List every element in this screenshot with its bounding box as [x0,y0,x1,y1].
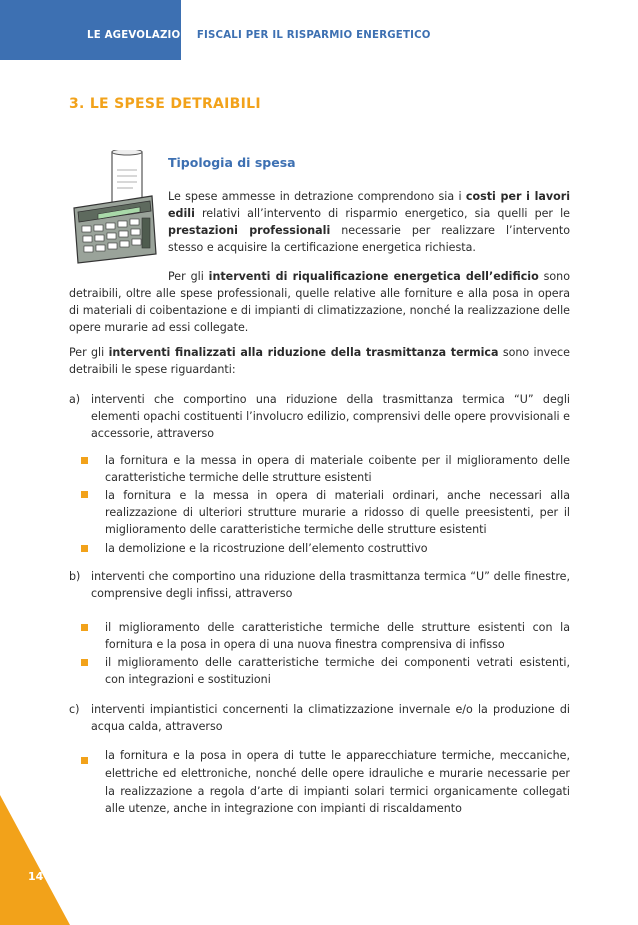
square-bullet-icon [81,457,88,464]
running-header-part1: LE AGEVOLAZIONI [87,30,197,41]
para3-text-2: sono invece detraibili le spese riguardanti: [69,346,570,376]
calculator-icon [68,150,158,265]
square-bullet-icon [81,757,88,764]
list-item-c: interventi impiantistici concernenti la climatizzazione invernale e/o la produzione di acqua calda, attraverso [91,703,570,733]
bullet-c1: la fornitura e la posa in opera di tutte le apparecchiature termiche, meccaniche, elettriche ed elettroniche, nonché delle opere idrauliche e murarie necessarie per la realizzazione a regola d’arte di impianti solari termici organicamente collegati alle utenze, anche in integrazione con impianti di riscaldamento [105,749,570,816]
paragraph-trasmittanza [69,344,570,378]
bullet-a1: la fornitura e la messa in opera di materiale coibente per il miglioramento delle caratteristiche termiche delle strutture esistenti [105,454,570,484]
intro-text-3: necessarie per realizzare l’intervento stesso e acquisire la certificazione energetica richiesta. [168,224,570,254]
para3-bold-1: interventi finalizzati alla riduzione della trasmittanza termica [108,346,499,359]
intro-paragraph [168,188,570,256]
list-item-a: interventi che comportino una riduzione della trasmittanza termica “U” degli elementi opachi costituenti l’involucro edilizio, comprensivi delle opere provvisionali e accessorie, attraverso [91,393,570,440]
page-number: 14 [28,870,44,883]
para2-bold-1: interventi di riqualificazione energetica dell’edificio [208,270,539,283]
square-bullet-icon [81,545,88,552]
running-header [87,30,431,41]
subsection-title: Tipologia di spesa [168,155,296,170]
bullet-b1: il miglioramento delle caratteristiche termiche delle strutture esistenti con la fornitura e la posa in opera di una nuova finestra comprensiva di infisso [105,621,570,651]
list-marker-b: b) [69,570,81,583]
paragraph-interventi-riqualificazione [69,268,570,336]
running-header-part2: FISCALI PER IL RISPARMIO ENERGETICO [196,30,431,41]
square-bullet-icon [81,491,88,498]
intro-bold-2: prestazioni professionali [168,224,331,237]
para2-text-1: Per gli [168,270,209,283]
corner-decoration [0,795,70,925]
list-marker-a: a) [69,393,81,406]
section-title: 3. LE SPESE DETRAIBILI [69,96,261,112]
bullet-a3: la demolizione e la ricostruzione dell’elemento costruttivo [105,542,428,555]
bullet-b2: il miglioramento delle caratteristiche termiche dei componenti vetrati esistenti, con integrazioni e sostituzioni [105,656,570,686]
intro-text-1: Le spese ammesse in detrazione comprendono sia i [168,190,466,203]
intro-text-2: relativi all’intervento di risparmio energetico, sia quelli per le [194,207,570,220]
square-bullet-icon [81,659,88,666]
square-bullet-icon [81,624,88,631]
para3-text-1: Per gli [69,346,109,359]
intro-bold-1: costi per i lavori edili [168,190,570,220]
bullet-a2: la fornitura e la messa in opera di materiali ordinari, anche necessari alla realizzazione di ulteriori strutture murarie a ridosso di quelle preesistenti, per il miglioramento delle caratteristiche termiche delle strutture esistenti [105,489,570,536]
para2-text-2: sono detraibili, oltre alle spese professionali, quelle relative alle forniture e alla posa in opera di materiali di coibentazione e di impianti di climatizzazione, nonché la realizzazione delle opere murarie ad essi collegate. [69,270,570,334]
list-marker-c: c) [69,703,80,716]
list-item-b: interventi che comportino una riduzione della trasmittanza termica “U” delle finestre, comprensive degli infissi, attraverso [91,570,570,600]
